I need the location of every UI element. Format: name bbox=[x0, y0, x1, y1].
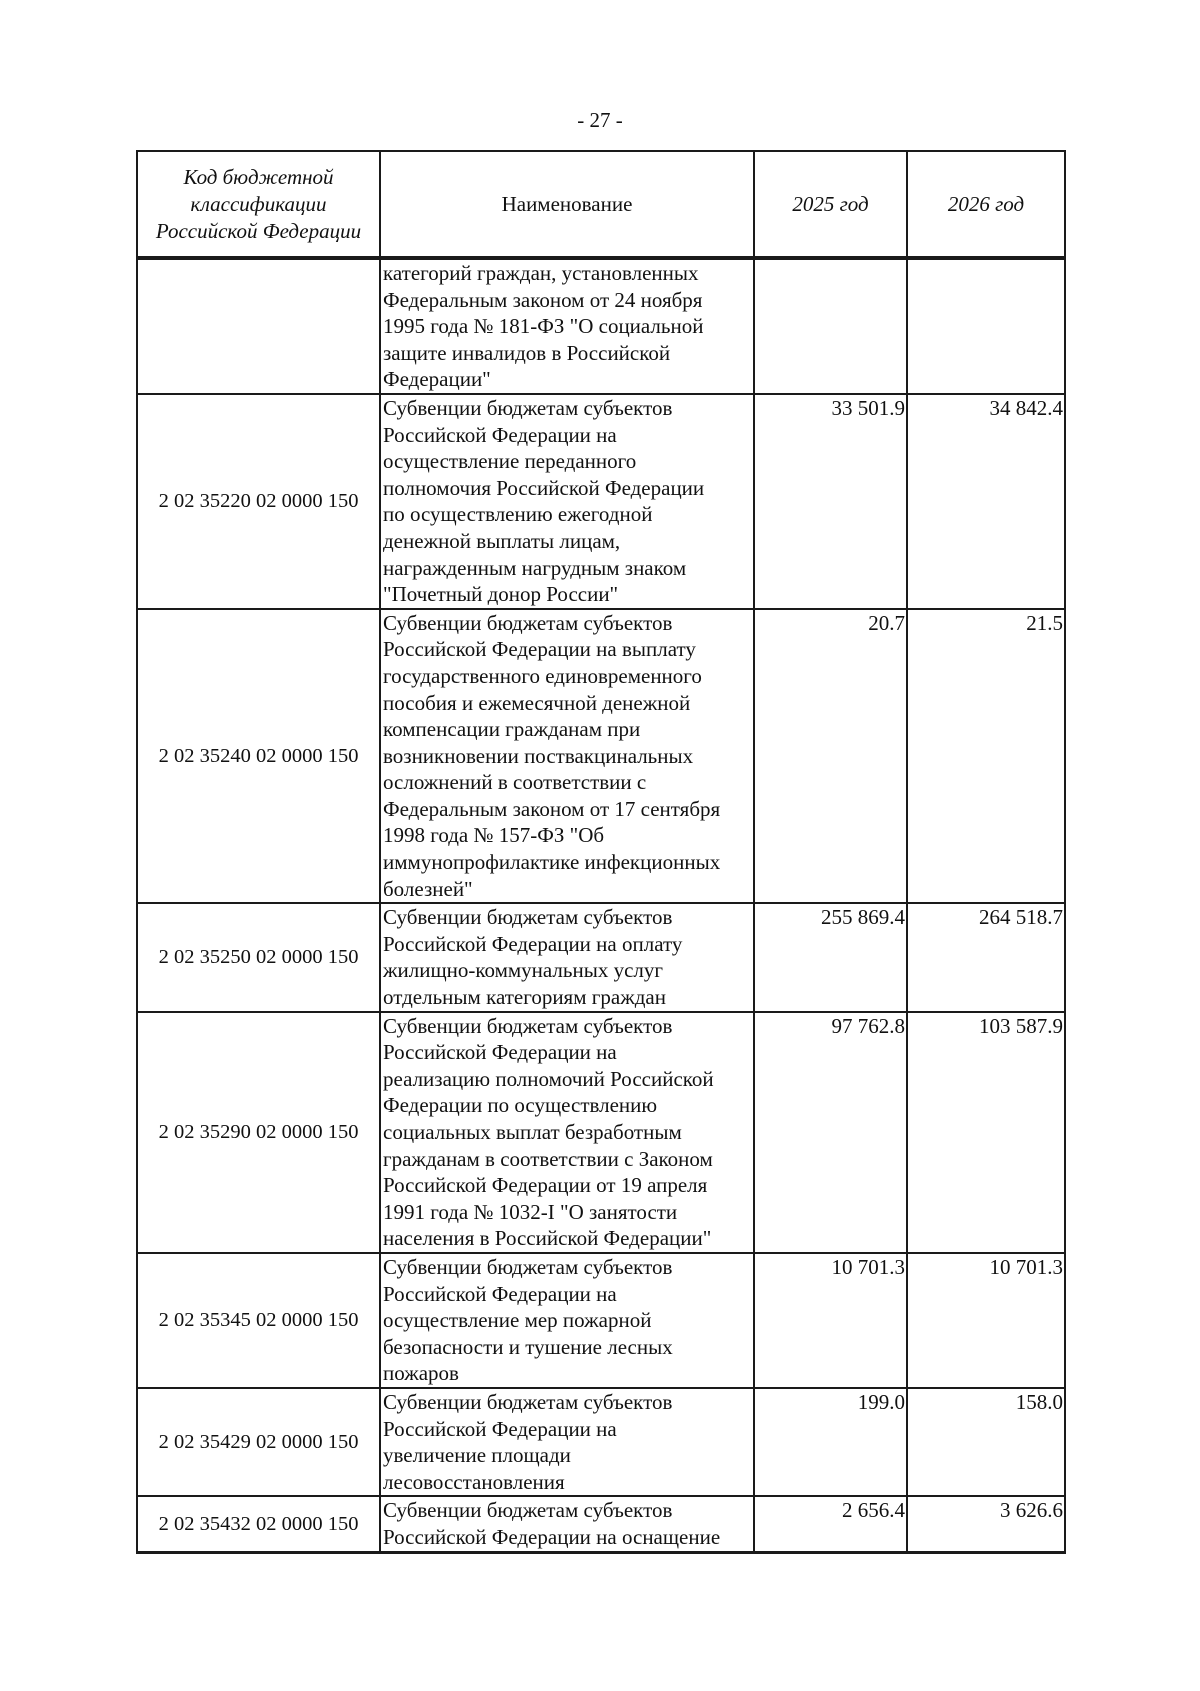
row-code: 2 02 35345 02 0000 150 bbox=[137, 1253, 380, 1388]
row-value-2025: 97 762.8 bbox=[754, 1012, 907, 1253]
row-value-2026: 103 587.9 bbox=[907, 1012, 1065, 1253]
row-code: 2 02 35432 02 0000 150 bbox=[137, 1496, 380, 1552]
row-value-2026: 264 518.7 bbox=[907, 903, 1065, 1011]
row-value-2025: 10 701.3 bbox=[754, 1253, 907, 1388]
row-value-2025: 33 501.9 bbox=[754, 394, 907, 609]
header-code: Код бюджетной классификации Российской Федерации bbox=[137, 151, 380, 258]
table-row bbox=[137, 1496, 1065, 1552]
row-value-2026: 10 701.3 bbox=[907, 1253, 1065, 1388]
row-value-2025: 255 869.4 bbox=[754, 903, 907, 1011]
row-value-2026: 3 626.6 bbox=[907, 1496, 1065, 1552]
table-header-row bbox=[137, 151, 1065, 258]
row-value-2025: 20.7 bbox=[754, 609, 907, 904]
row-code: 2 02 35290 02 0000 150 bbox=[137, 1012, 380, 1253]
row-value-2025: 199.0 bbox=[754, 1388, 907, 1496]
row-value-2026: 34 842.4 bbox=[907, 394, 1065, 609]
row-name: Субвенции бюджетам субъектов Российской Федерации на осуществление переданного полномочия Российской Федерации по осуществлению ежегодной денежной выплаты лицам, награжденным нагрудным знаком "Почетный донор России" bbox=[380, 394, 754, 609]
row-value-2025 bbox=[754, 258, 907, 394]
table-row bbox=[137, 1388, 1065, 1496]
table-row bbox=[137, 903, 1065, 1011]
table-row bbox=[137, 1012, 1065, 1253]
table-row bbox=[137, 258, 1065, 394]
row-value-2026: 158.0 bbox=[907, 1388, 1065, 1496]
row-value-2025: 2 656.4 bbox=[754, 1496, 907, 1552]
table-row bbox=[137, 394, 1065, 609]
budget-table bbox=[136, 150, 1066, 1554]
row-name: Субвенции бюджетам субъектов Российской Федерации на оснащение bbox=[380, 1496, 754, 1552]
row-name: Субвенции бюджетам субъектов Российской Федерации на реализацию полномочий Российской Федерации по осуществлению социальных выплат безработным гражданам в соответствии с Законом Российской Федерации от 19 апреля 1991 года № 1032-I "О занятости населения в Российской Федерации" bbox=[380, 1012, 754, 1253]
row-code: 2 02 35240 02 0000 150 bbox=[137, 609, 380, 904]
row-name: Субвенции бюджетам субъектов Российской Федерации на оплату жилищно-коммунальных услуг отдельным категориям граждан bbox=[380, 903, 754, 1011]
row-name: категорий граждан, установленных Федеральным законом от 24 ноября 1995 года № 181-ФЗ "О социальной защите инвалидов в Российской Федерации" bbox=[380, 258, 754, 394]
row-code: 2 02 35220 02 0000 150 bbox=[137, 394, 380, 609]
row-code: 2 02 35429 02 0000 150 bbox=[137, 1388, 380, 1496]
page-number: - 27 - bbox=[577, 108, 623, 132]
row-name: Субвенции бюджетам субъектов Российской Федерации на осуществление мер пожарной безопасности и тушение лесных пожаров bbox=[380, 1253, 754, 1388]
row-value-2026: 21.5 bbox=[907, 609, 1065, 904]
table-row bbox=[137, 1253, 1065, 1388]
row-value-2026 bbox=[907, 258, 1065, 394]
row-code: 2 02 35250 02 0000 150 bbox=[137, 903, 380, 1011]
table-row bbox=[137, 609, 1065, 904]
row-name: Субвенции бюджетам субъектов Российской Федерации на выплату государственного единовременного пособия и ежемесячной денежной компенсации гражданам при возникновении поствакцинальных осложнений в соответствии с Федеральным законом от 17 сентября 1998 года № 157-ФЗ "Об иммунопрофилактике инфекционных болезней" bbox=[380, 609, 754, 904]
header-2025: 2025 год bbox=[754, 151, 907, 258]
header-2026: 2026 год bbox=[907, 151, 1065, 258]
row-code bbox=[137, 258, 380, 394]
row-name: Субвенции бюджетам субъектов Российской Федерации на увеличение площади лесовосстановления bbox=[380, 1388, 754, 1496]
header-name: Наименование bbox=[380, 151, 754, 258]
